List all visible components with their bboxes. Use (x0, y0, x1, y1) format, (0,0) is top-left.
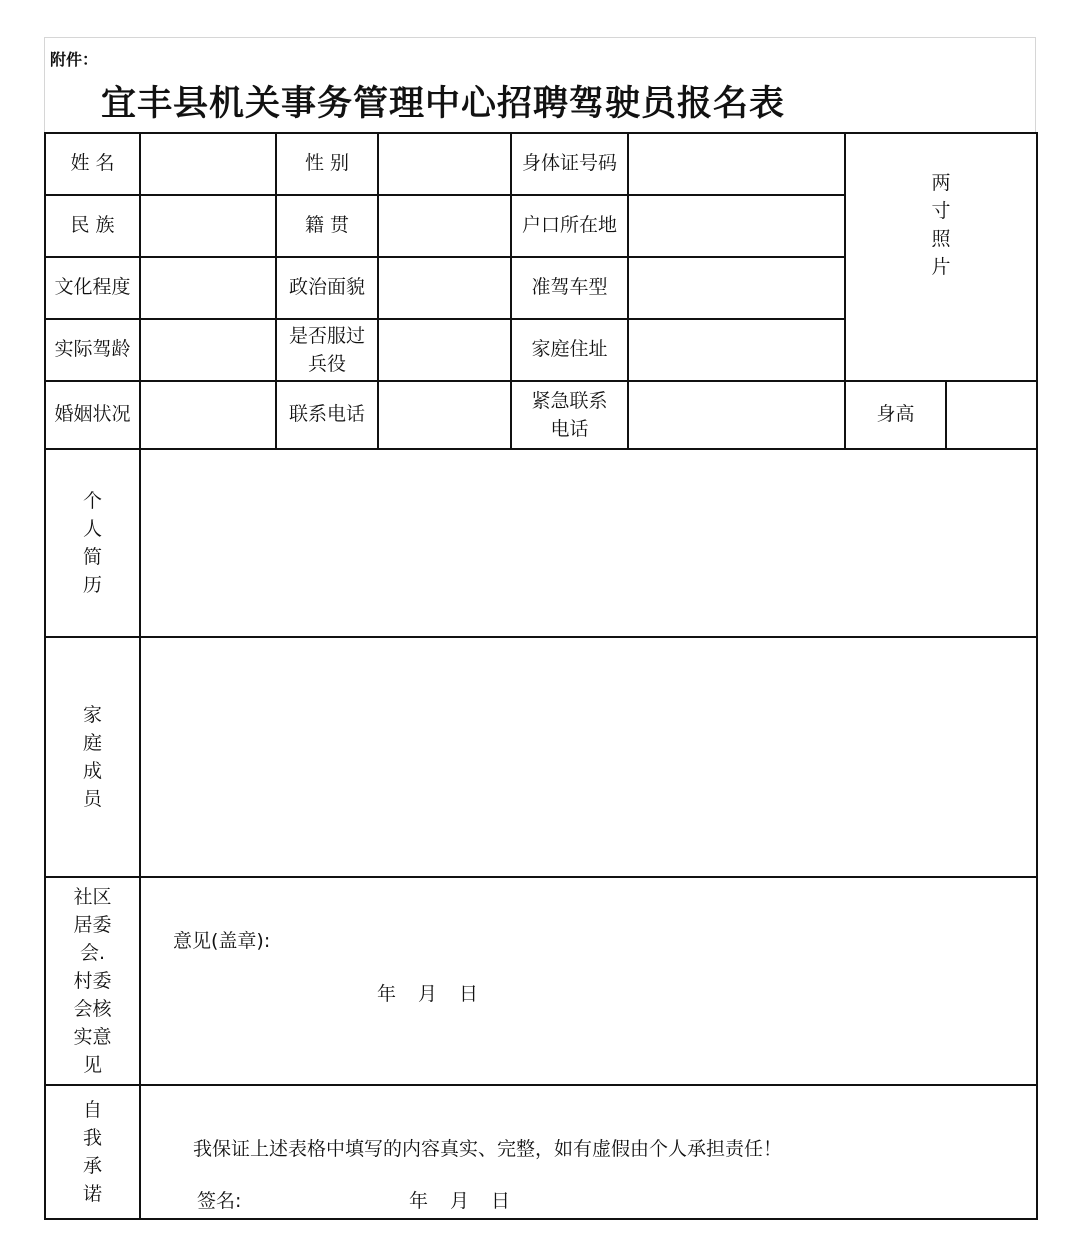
community-review-value[interactable] (140, 877, 1037, 1085)
registration-table (44, 132, 1038, 1220)
pledge-value[interactable] (140, 1085, 1037, 1219)
ethnicity-label: 民 族 (45, 195, 140, 257)
marital-status-label: 婚姻状况 (45, 381, 140, 449)
home-address-label: 家庭住址 (511, 319, 628, 381)
education-value[interactable] (140, 257, 276, 319)
family-text: 家庭成员 (82, 703, 102, 810)
attachment-label: 附件： (50, 50, 99, 69)
resume-value[interactable] (140, 449, 1037, 637)
height-value[interactable] (946, 381, 1037, 449)
phone-label: 联系电话 (276, 381, 378, 449)
opinion-seal-label: 意见(盖章): (173, 930, 271, 952)
photo-label: 两寸照片 (931, 171, 951, 278)
household-location-value[interactable] (628, 195, 845, 257)
emergency-phone-label (511, 381, 628, 449)
marital-status-value[interactable] (140, 381, 276, 449)
license-type-value[interactable] (628, 257, 845, 319)
education-label: 文化程度 (45, 257, 140, 319)
household-location-label: 户口所在地 (511, 195, 628, 257)
driving-years-label: 实际驾龄 (45, 319, 140, 381)
home-address-value[interactable] (628, 319, 845, 381)
name-label: 姓 名 (45, 133, 140, 195)
driving-years-value[interactable] (140, 319, 276, 381)
community-review-text: 社区居委会.村委会核实意见 (73, 885, 112, 1076)
native-place-value[interactable] (378, 195, 511, 257)
gender-value[interactable] (378, 133, 511, 195)
political-status-label: 政治面貌 (276, 257, 378, 319)
community-date: 年 月 日 (377, 983, 479, 1005)
emergency-phone-text: 紧急联系电话 (531, 389, 608, 440)
pledge-label (45, 1085, 140, 1219)
phone-value[interactable] (378, 381, 511, 449)
emergency-phone-value[interactable] (628, 381, 845, 449)
family-value[interactable] (140, 637, 1037, 877)
military-service-label (276, 319, 378, 381)
pledge-date: 年 月 日 (409, 1190, 511, 1212)
family-label (45, 637, 140, 877)
signature-label: 签名: (197, 1190, 242, 1212)
pledge-text: 自我承诺 (82, 1098, 102, 1205)
military-service-value[interactable] (378, 319, 511, 381)
name-value[interactable] (140, 133, 276, 195)
form-title: 宜丰县机关事务管理中心招聘驾驶员报名表 (101, 84, 786, 124)
id-number-label: 身体证号码 (511, 133, 628, 195)
ethnicity-value[interactable] (140, 195, 276, 257)
form-header (44, 37, 1036, 132)
political-status-value[interactable] (378, 257, 511, 319)
resume-text: 个人简历 (82, 489, 102, 596)
id-number-value[interactable] (628, 133, 845, 195)
license-type-label: 准驾车型 (511, 257, 628, 319)
registration-form-sheet (44, 37, 1036, 1219)
photo-box[interactable] (845, 133, 1037, 381)
pledge-statement: 我保证上述表格中填写的内容真实、完整，如有虚假由个人承担责任！ (193, 1138, 783, 1160)
community-review-label (45, 877, 140, 1085)
native-place-label: 籍 贯 (276, 195, 378, 257)
gender-label: 性 别 (276, 133, 378, 195)
military-service-text: 是否服过兵役 (289, 324, 366, 375)
resume-label (45, 449, 140, 637)
height-label: 身高 (845, 381, 946, 449)
